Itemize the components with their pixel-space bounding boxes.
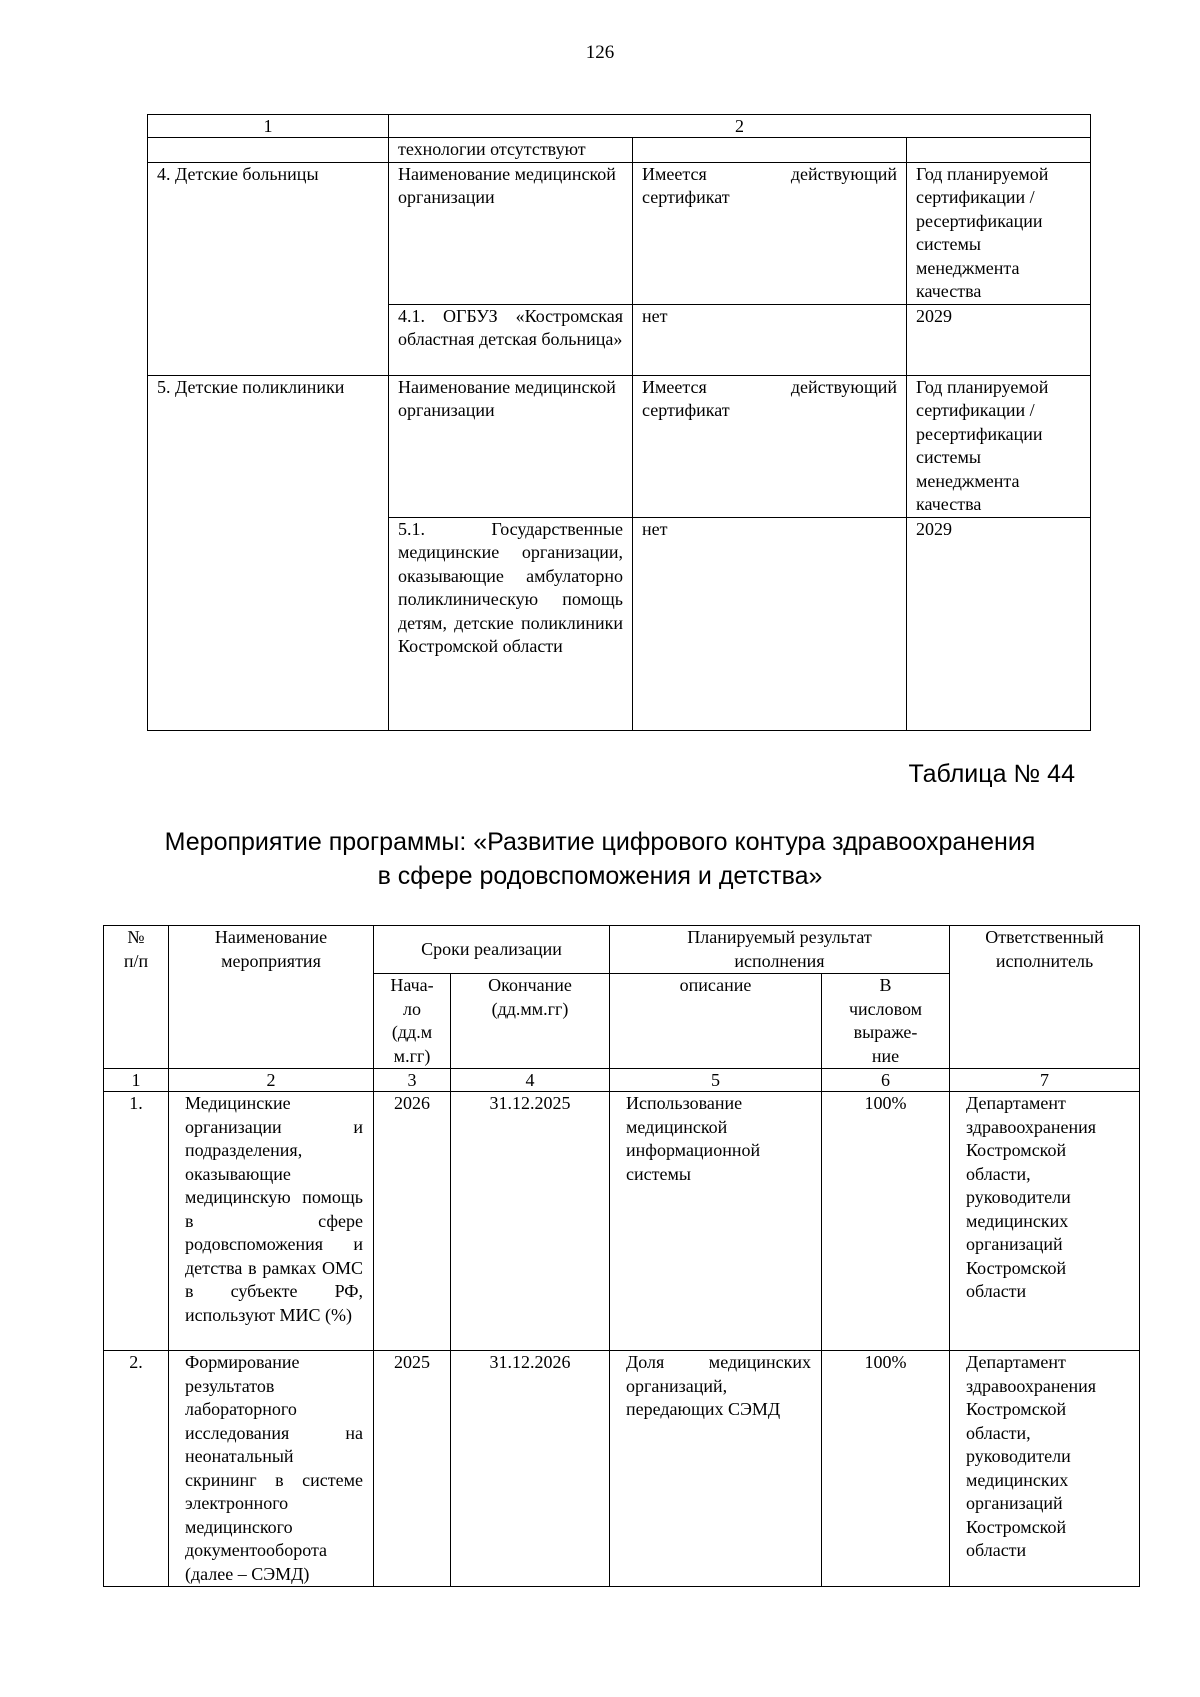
column-number: 5 <box>610 1069 822 1092</box>
end-date: 31.12.2025 <box>451 1092 610 1351</box>
result-description: Использование медицинской информационной системы <box>610 1092 822 1351</box>
activity-name: Формирование результатов лабораторного исследования на неонатальный скрининг в системе электронного медицинского документооборота (далее – СЭМД) <box>169 1351 374 1587</box>
responsible-executor: Департамент здравоохранения Костромской области, руководители медицинских организаций Костромской области <box>950 1351 1140 1587</box>
program-activities-table <box>103 925 1140 1587</box>
section-title-line: в сфере родовспоможения и детства» <box>377 862 823 890</box>
table-header-row <box>104 926 1140 974</box>
header-cell: Сроки реализации <box>374 926 610 974</box>
end-date: 31.12.2026 <box>451 1351 610 1587</box>
header-cell: Год планируемой сертификации / ресертификации системы менеджмента качества <box>907 375 1091 517</box>
column-number: 2 <box>169 1069 374 1092</box>
header-cell: Ответственный исполнитель <box>950 926 1140 1069</box>
header-cell: Нача- ло (дд.м м.гг) <box>374 974 451 1069</box>
carry-over-text: технологии отсутствуют <box>389 138 633 163</box>
cert-cell: нет <box>633 517 907 730</box>
section-title <box>0 825 1200 893</box>
table-header-row <box>148 115 1091 138</box>
org-name-cell: 5.1. Государственные медицинские организации, оказывающие амбулаторно поликлиническую помощь детям, детские поликлиники Костромской области <box>389 517 633 730</box>
certification-table <box>147 114 1091 731</box>
column-number: 3 <box>374 1069 451 1092</box>
table-row <box>148 138 1091 163</box>
category-cell: 5. Детские поликлиники <box>148 375 389 730</box>
responsible-executor: Департамент здравоохранения Костромской области, руководители медицинских организаций Костромской области <box>950 1092 1140 1351</box>
category-cell: 4. Детские больницы <box>148 162 389 375</box>
header-cell: В числовом выраже- ние <box>822 974 950 1069</box>
column-number: 4 <box>451 1069 610 1092</box>
start-date: 2025 <box>374 1351 451 1587</box>
start-date: 2026 <box>374 1092 451 1351</box>
year-cell: 2029 <box>907 517 1091 730</box>
column-numbers-row <box>104 1069 1140 1092</box>
page-number: 126 <box>585 42 615 63</box>
row-number: 2. <box>104 1351 169 1587</box>
year-cell: 2029 <box>907 304 1091 375</box>
result-description: Доля медицинских организаций, передающих СЭМД <box>610 1351 822 1587</box>
column-number: 7 <box>950 1069 1140 1092</box>
header-cell: Планируемый результат исполнения <box>610 926 950 974</box>
header-cell: Имеется действующий сертификат <box>633 162 907 304</box>
table-row <box>104 1092 1140 1351</box>
header-cell: Наименование медицинской организации <box>389 375 633 517</box>
column-number: 1 <box>148 115 389 138</box>
result-value: 100% <box>822 1092 950 1351</box>
header-cell: Год планируемой сертификации / ресертификации системы менеджмента качества <box>907 162 1091 304</box>
activity-name: Медицинские организации и подразделения, оказывающие медицинскую помощь в сфере родовспоможения и детства в рамках ОМС в субъекте РФ, используют МИС (%) <box>169 1092 374 1351</box>
header-cell: описание <box>610 974 822 1069</box>
cert-cell: нет <box>633 304 907 375</box>
table-number-label: Таблица № 44 <box>908 760 1075 788</box>
table-row <box>104 1351 1140 1587</box>
header-cell: Имеется действующий сертификат <box>633 375 907 517</box>
row-number: 1. <box>104 1092 169 1351</box>
org-name-cell: 4.1. ОГБУЗ «Костромская областная детская больница» <box>389 304 633 375</box>
table-row <box>148 162 1091 304</box>
header-cell: Наименование мероприятия <box>169 926 374 1069</box>
column-number: 6 <box>822 1069 950 1092</box>
table-row <box>148 375 1091 517</box>
header-cell: Наименование медицинской организации <box>389 162 633 304</box>
column-number: 1 <box>104 1069 169 1092</box>
column-number: 2 <box>389 115 1091 138</box>
result-value: 100% <box>822 1351 950 1587</box>
header-cell: № п/п <box>104 926 169 1069</box>
header-cell: Окончание (дд.мм.гг) <box>451 974 610 1069</box>
section-title-line: Мероприятие программы: «Развитие цифрового контура здравоохранения <box>164 828 1036 856</box>
